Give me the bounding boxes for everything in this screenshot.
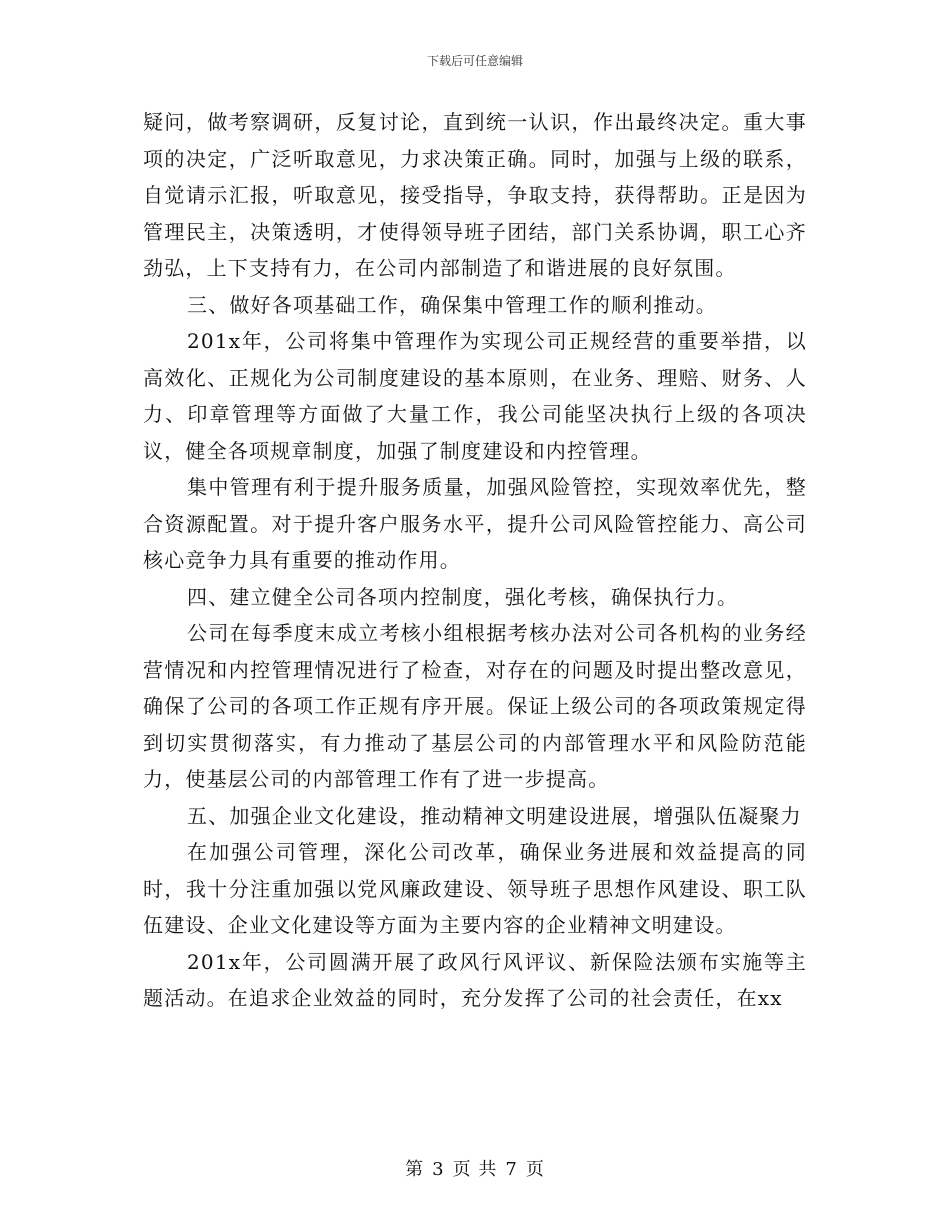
footer-prefix: 第 <box>405 1159 425 1180</box>
footer-total-pages: 7 <box>505 1159 518 1180</box>
page-footer <box>0 1155 950 1181</box>
section-heading-4: 四、建立健全公司各项内控制度，强化考核，确保执行力。 <box>187 584 739 609</box>
footer-suffix: 页 <box>525 1159 545 1180</box>
paragraph: 在加强公司管理，深化公司改革，确保业务进展和效益提高的同时，我十分注重加强以党风廉政建设、领导班子思想作风建设、职工队伍建设、企业文化建设等方面为主要内容的企业精神文明建设。 <box>143 840 807 937</box>
paragraph: 201x年，公司圆满开展了政风行风评议、新保险法颁布实施等主题活动。在追求企业效益的同时，充分发挥了公司的社会责任，在xx <box>143 949 807 1010</box>
paragraph: 201x年，公司将集中管理作为实现公司正规经营的重要举措，以高效化、正规化为公司制度建设的基本原则，在业务、理赔、财务、人力、印章管理等方面做了大量工作，我公司能坚决执行上级的各项决议，健全各项规章制度，加强了制度建设和内控管理。 <box>143 329 807 463</box>
footer-page-number: 3 <box>432 1159 445 1180</box>
section-heading-5: 五、加强企业文化建设，推动精神文明建设进展，增强队伍凝聚力 <box>187 803 802 828</box>
paragraph: 公司在每季度末成立考核小组根据考核办法对公司各机构的业务经营情况和内控管理情况进行了检查，对存在的问题及时提出整改意见，确保了公司的各项工作正规有序开展。保证上级公司的各项政策规定得到切实贯彻落实，有力推动了基层公司的内部管理水平和风险防范能力，使基层公司的内部管理工作有了进一步提高。 <box>143 621 807 791</box>
paragraph: 集中管理有利于提升服务质量，加强风险管控，实现效率优先，整合资源配置。对于提升客户服务水平，提升公司风险管控能力、高公司核心竞争力具有重要的推动作用。 <box>143 475 807 572</box>
footer-middle: 页 共 <box>452 1159 498 1180</box>
page-header: 下载后可任意编辑 <box>426 54 523 68</box>
paragraph-continuation: 疑问，做考察调研，反复讨论，直到统一认识，作出最终决定。重大事项的决定，广泛听取意见，力求决策正确。同时，加强与上级的联系，自觉请示汇报，听取意见，接受指导，争取支持，获得帮助。正是因为管理民主，决策透明，才使得领导班子团结，部门关系协调，职工心齐劲弘，上下支持有力，在公司内部制造了和谐进展的良好氛围。 <box>143 110 807 280</box>
document-body <box>143 104 807 1017</box>
section-heading-3: 三、做好各项基础工作，确保集中管理工作的顺利推动。 <box>187 292 717 317</box>
